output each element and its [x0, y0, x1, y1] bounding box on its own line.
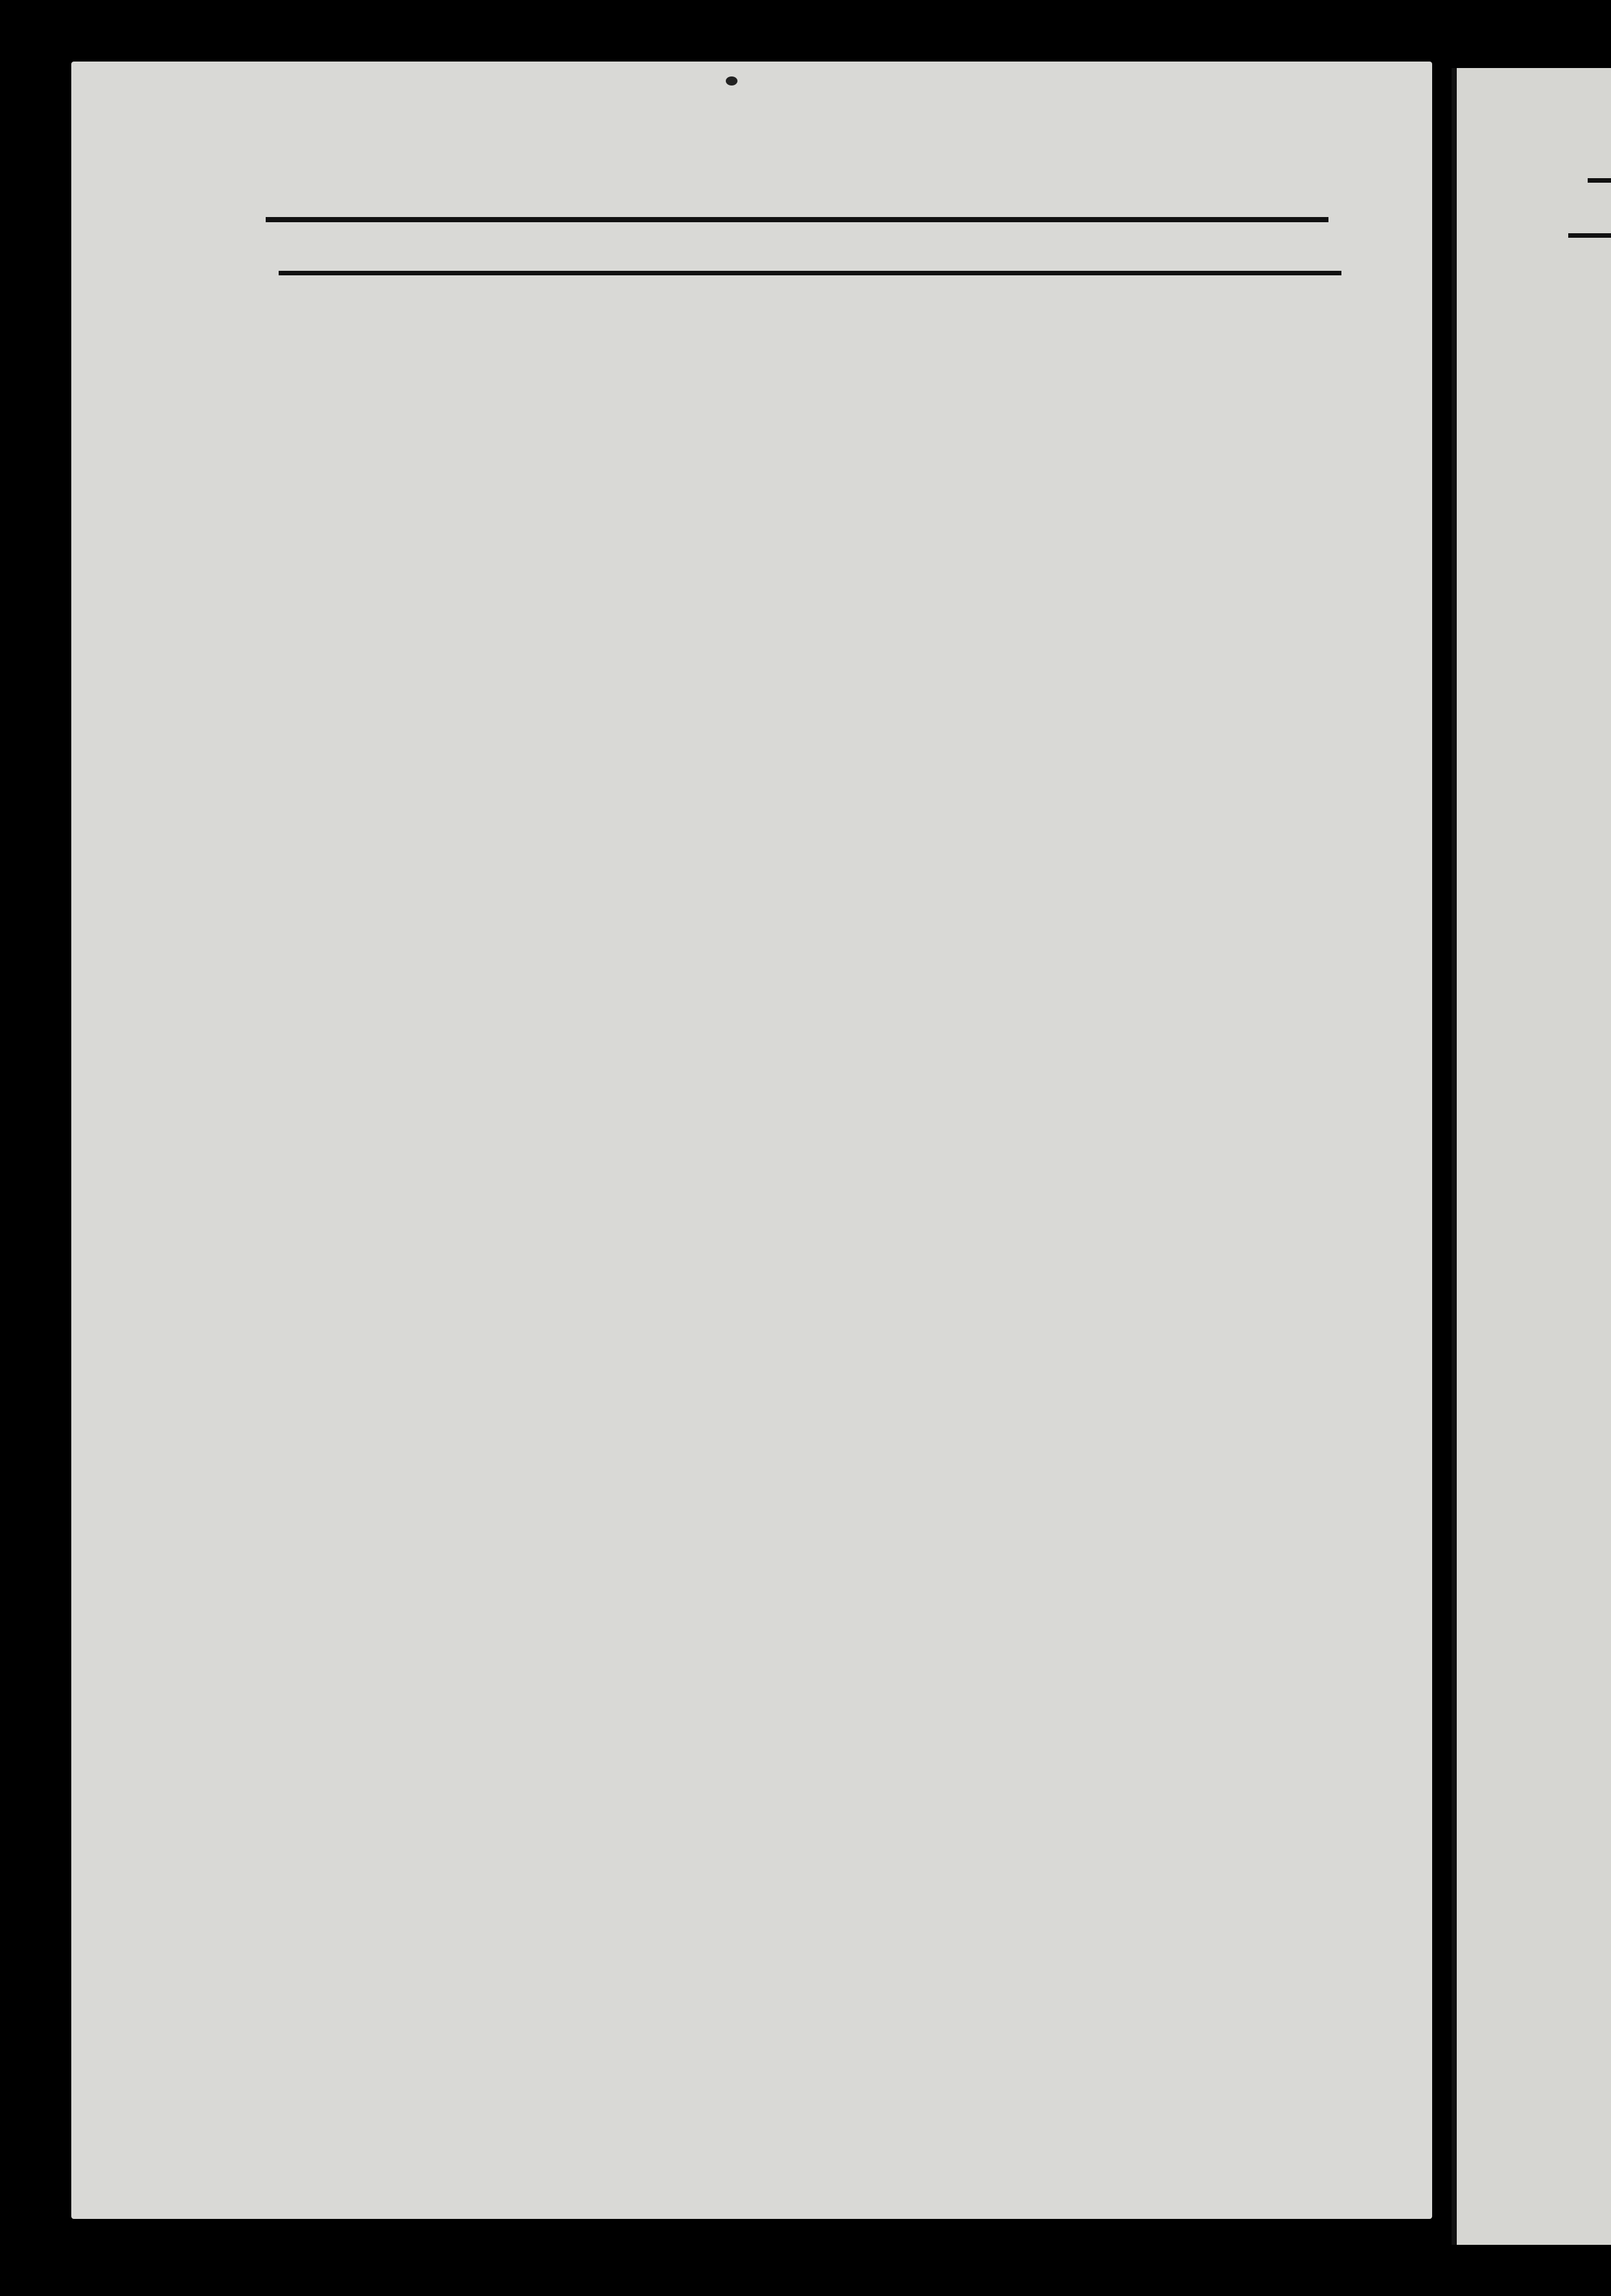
header-rule	[279, 271, 1341, 275]
top-rule	[266, 217, 1328, 222]
adjacent-left-rule	[1452, 68, 1457, 2245]
adjacent-top-rule	[1588, 178, 1611, 183]
adjacent-page-strip	[1452, 68, 1611, 2245]
adjacent-header-rule	[1568, 233, 1611, 238]
ink-mark	[726, 76, 737, 86]
document-page	[71, 62, 1432, 2219]
